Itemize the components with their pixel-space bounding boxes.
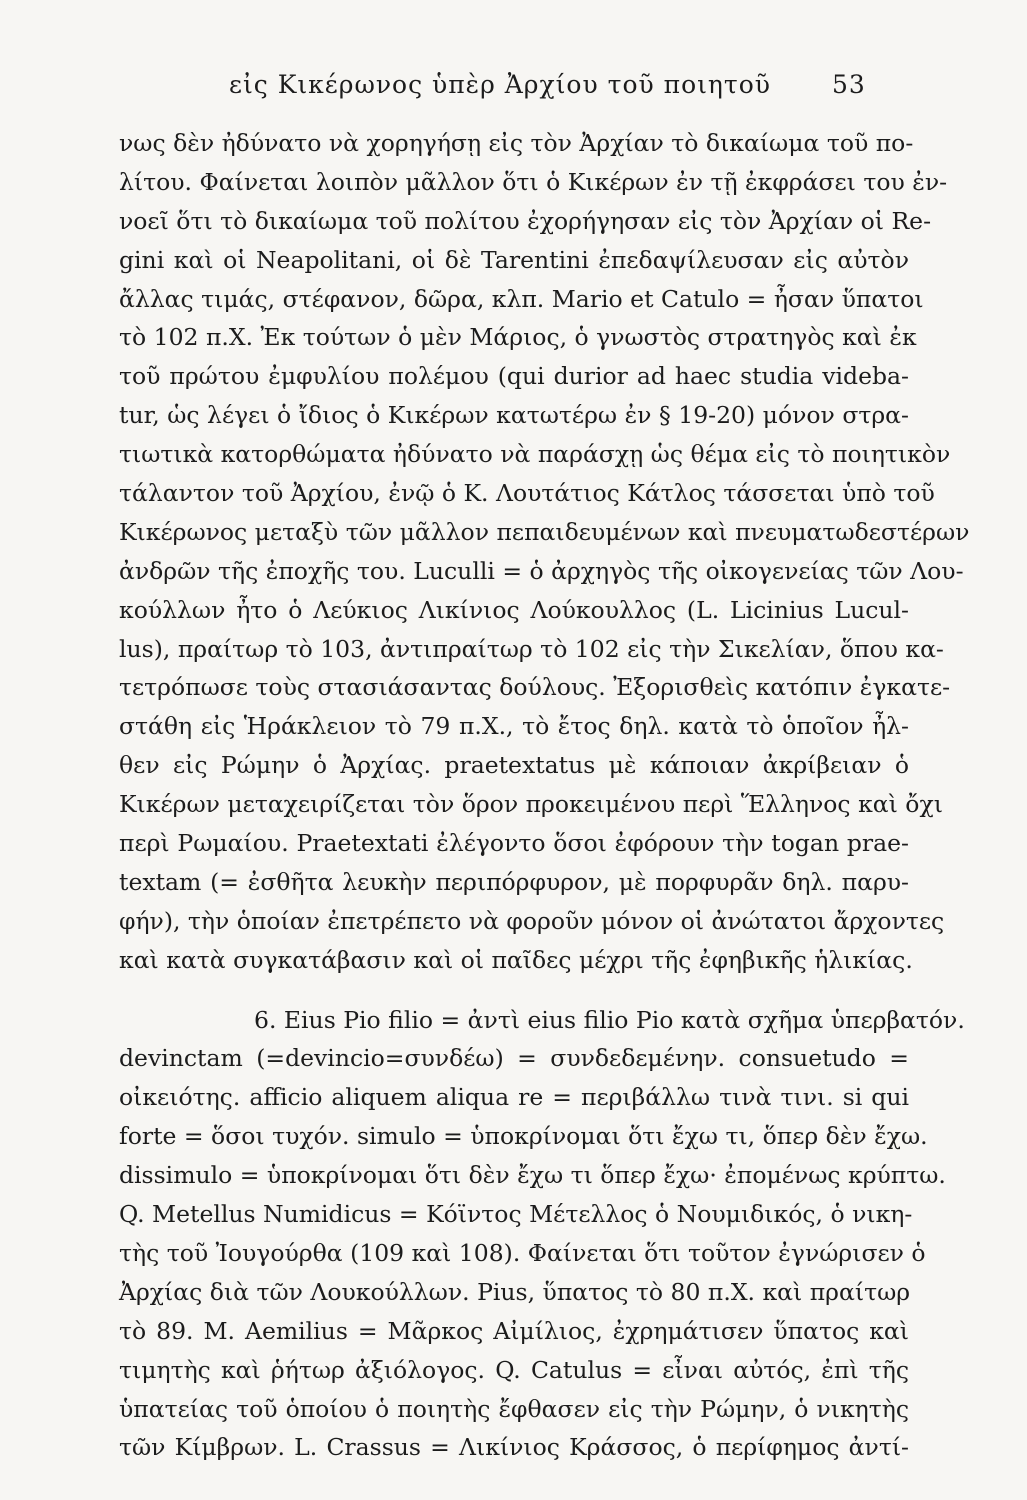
text-line: τιμητὴς καὶ ῥήτωρ ἀξιόλογος. Q. Catulus = εἶναι αὐτός, ἐπὶ τῆς — [119, 1355, 909, 1384]
text-line: devinctam (=devincio=συνδέω) = συνδεδεμένην. consuetudo = — [119, 1044, 909, 1073]
text-line: dissimulo = ὑποκρίνομαι ὅτι δὲν ἔχω τι ὅπερ ἔχω· ἐπομένως κρύπτω. — [119, 1161, 946, 1190]
text-line: τῶν Κίμβρων. L. Crassus = Λικίνιος Κράσσος, ὁ περίφημος ἀντί- — [119, 1433, 909, 1462]
page-number: 53 — [832, 70, 866, 99]
text-line: ἄλλας τιμάς, στέφανον, δῶρα, κλπ. Mario et Catulo = ἦσαν ὕπατοι — [119, 284, 924, 313]
text-line: forte = ὅσοι τυχόν. simulo = ὑποκρίνομαι ὅτι ἔχω τι, ὅπερ δὲν ἔχω. — [119, 1122, 928, 1151]
text-line: τάλαντον τοῦ Ἀρχίου, ἐνῷ ὁ Κ. Λουτάτιος Κάτλος τάσσεται ὑπὸ τοῦ — [119, 479, 935, 508]
text-line: νοεῖ ὅτι τὸ δικαίωμα τοῦ πολίτου ἐχορήγησαν εἰς τὸν Ἀρχίαν οἱ Re- — [119, 206, 932, 235]
text-line: τοῦ πρώτου ἐμφυλίου πολέμου (qui durior ad haec studia videba- — [119, 362, 909, 391]
text-line: tur, ὡς λέγει ὁ ἴδιος ὁ Κικέρων κατωτέρω ἐν § 19-20) μόνον στρα- — [119, 401, 909, 430]
paragraph-spacer — [119, 980, 909, 1001]
text-line: στάθη εἰς Ἡράκλειον τὸ 79 π.Χ., τὸ ἔτος δηλ. κατὰ τὸ ὁποῖον ἦλ- — [119, 712, 909, 741]
text-line: ὑπατείας τοῦ ὁποίου ὁ ποιητὴς ἔφθασεν εἰς τὴν Ρώμην, ὁ νικητὴς — [119, 1394, 909, 1423]
running-title: εἰς Κικέρωνος ὑπὲρ Ἀρχίου τοῦ ποιητοῦ — [229, 70, 771, 99]
commentary-text — [119, 124, 970, 1467]
text-line: lus), πραίτωρ τὸ 103, ἀντιπραίτωρ τὸ 102 εἰς τὴν Σικελίαν, ὅπου κα- — [119, 634, 944, 663]
text-line: λίτου. Φαίνεται λοιπὸν μᾶλλον ὅτι ὁ Κικέρων ἐν τῇ ἐκφράσει του ἐν- — [119, 167, 948, 196]
text-line: κούλλων ἦτο ὁ Λεύκιος Λικίνιος Λούκουλλος (L. Licinius Lucul- — [119, 595, 909, 624]
text-line: τετρόπωσε τοὺς στασιάσαντας δούλους. Ἐξορισθεὶς κατόπιν ἐγκατε- — [119, 673, 951, 702]
text-line: καὶ κατὰ συγκατάβασιν καὶ οἱ παῖδες μέχρι τῆς ἐφηβικῆς ἡλικίας. — [119, 945, 913, 974]
text-line: τὸ 89. M. Aemilius = Μᾶρκος Αἰμίλιος, ἐχρημάτισεν ὕπατος καὶ — [119, 1316, 909, 1345]
text-line: gini καὶ οἱ Neapolitani, οἱ δὲ Tarentini ἐπεδαψίλευσαν εἰς αὐτὸν — [119, 245, 909, 274]
text-line: Ἀρχίας διὰ τῶν Λουκούλλων. Pius, ὕπατος τὸ 80 π.Χ. καὶ πραίτωρ — [119, 1277, 911, 1306]
text-line: τιωτικὰ κατορθώματα ἠδύνατο νὰ παράσχῃ ὡς θέμα εἰς τὸ ποιητικὸν — [119, 440, 951, 469]
text-line: φήν), τὴν ὁποίαν ἐπετρέπετο νὰ φοροῦν μόνον οἱ ἀνώτατοι ἄρχοντες — [119, 906, 945, 935]
paragraph-2 — [119, 1001, 965, 1468]
text-line: τὴς τοῦ Ἰουγούρθα (109 καὶ 108). Φαίνεται ὅτι τοῦτον ἐγνώρισεν ὁ — [119, 1238, 926, 1267]
text-line: τὸ 102 π.Χ. Ἐκ τούτων ὁ μὲν Μάριος, ὁ γνωστὸς στρατηγὸς καὶ ἐκ — [119, 323, 917, 352]
text-line: Κικέρωνος μεταξὺ τῶν μᾶλλον πεπαιδευμένων καὶ πνευματωδεστέρων — [119, 517, 970, 546]
text-line: Κικέρων μεταχειρίζεται τὸν ὅρον προκειμένου περὶ Ἕλληνος καὶ ὄχι — [119, 790, 943, 819]
text-line: Q. Metellus Numidicus = Κόϊντος Μέτελλος ὁ Νουμιδικός, ὁ νικη- — [119, 1200, 913, 1229]
text-line: οἰκειότης. afficio aliquem aliqua re = περιβάλλω τινὰ τινι. si qui — [119, 1083, 909, 1112]
text-line: 6. Eius Pio filio = ἀντὶ eius filio Pio κατὰ σχῆμα ὑπερβατόν. — [254, 1005, 965, 1034]
text-line: ἀνδρῶν τῆς ἐποχῆς του. Luculli = ὁ ἀρχηγὸς τῆς οἰκογενείας τῶν Λου- — [119, 556, 964, 585]
text-line: περὶ Ρωμαίου. Praetextati ἐλέγοντο ὅσοι ἐφόρουν τὴν togan prae- — [119, 829, 909, 858]
paragraph-1 — [119, 124, 970, 980]
text-line: νως δὲν ἠδύνατο νὰ χορηγήσῃ εἰς τὸν Ἀρχίαν τὸ δικαίωμα τοῦ πο- — [119, 129, 914, 157]
text-line: textam (= ἐσθῆτα λευκὴν περιπόρφυρον, μὲ πορφυρᾶν δηλ. παρυ- — [119, 867, 909, 896]
text-line: θεν εἰς Ρώμην ὁ Ἀρχίας. praetextatus μὲ κάποιαν ἀκρίβειαν ὁ — [119, 751, 909, 780]
